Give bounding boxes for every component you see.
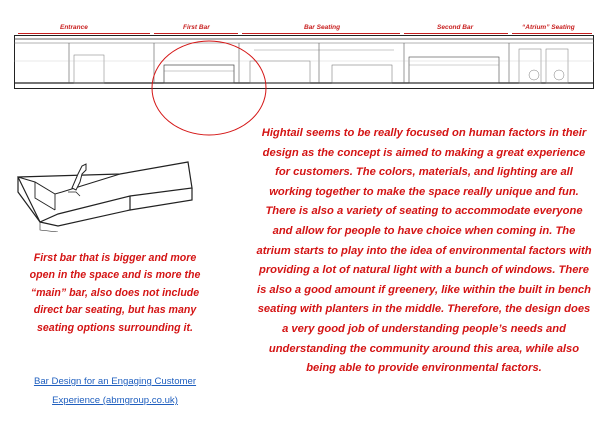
zone-label-bar-seating: Bar Seating <box>304 24 341 31</box>
body-paragraph: Hightail seems to be really focused on human factors in their design as the concept is aimed to making a great experience for customers. The colors, materials, and lighting are all working together to make the space really unique and fun. There is also a variety of seating to accommodate everyone and allow for people to have choice when coming in. The atrium starts to play into the idea of environmental factors with providing a lot of natural light with a bunch of windows. There is also a good amount if greenery, like within the built in bench seating with planters in the middle. Therefore, the design does a very good job of understanding people’s needs and understanding the community around this area, while also being able to provide environmental factors. <box>256 127 592 375</box>
zone-label-first-bar: First Bar <box>183 24 210 31</box>
bar-design-link-line1[interactable]: Bar Design for an Engaging Customer <box>33 376 197 387</box>
bar-design-link-line2[interactable]: Experience (abmgroup.co.uk) <box>52 395 178 406</box>
zone-divider-first-bar <box>154 33 238 34</box>
zone-divider-second-bar <box>404 33 508 34</box>
zone-divider-bar-seating <box>242 33 400 34</box>
bar-counter-sketch <box>10 152 195 232</box>
zone-label-atrium-seating: “Atrium” Seating <box>522 24 575 31</box>
zone-label-second-bar: Second Bar <box>437 24 474 31</box>
zone-divider-entrance <box>18 33 150 34</box>
zone-divider-atrium-seating <box>512 33 592 34</box>
zone-label-entrance: Entrance <box>60 24 88 31</box>
building-section-drawing <box>14 35 594 89</box>
first-bar-caption: First bar that is bigger and more open in the space and is more the “main” bar, also does not include direct bar seating, but has many seating options surrounding it. <box>29 252 201 334</box>
